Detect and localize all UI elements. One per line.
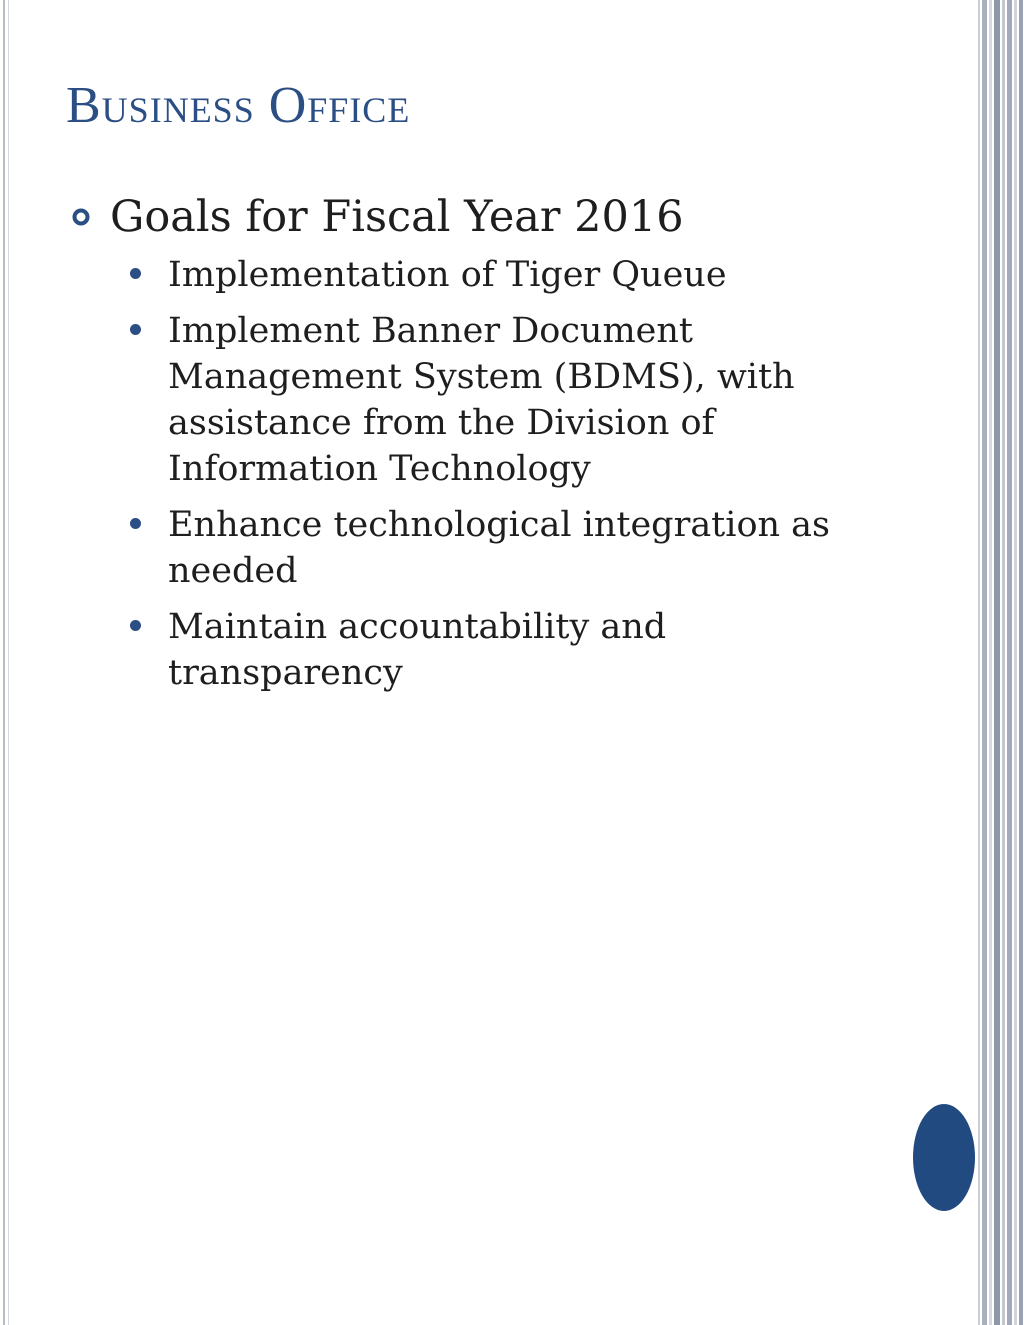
oval-marker [913,1104,975,1211]
ring-bullet-icon [72,208,90,226]
dot-bullet-icon [130,324,141,335]
sub-bullet-item [130,308,912,492]
sub-bullet-text: Implement Banner Document Management System (BDMS), with assistance from the Division of Information Technology [168,311,795,489]
right-decorative-stripes [976,0,1024,1325]
dot-bullet-icon [130,620,141,631]
left-border-line [3,0,5,1325]
sub-bullet-item [130,252,912,298]
sub-bullet-item [130,502,912,594]
sub-bullet-item [130,604,912,696]
dot-bullet-icon [130,518,141,529]
sub-bullet-list [72,252,912,696]
main-bullet-item [72,188,912,246]
slide-content [72,188,912,706]
main-bullet-text: Goals for Fiscal Year 2016 [110,192,684,242]
sub-bullet-text: Implementation of Tiger Queue [168,255,727,295]
left-border-line-inner [8,0,9,1325]
slide-title: Business Office [66,77,411,134]
sub-bullet-text: Enhance technological integration as needed [168,505,831,591]
dot-bullet-icon [130,268,141,279]
sub-bullet-text: Maintain accountability and transparency [168,607,667,693]
